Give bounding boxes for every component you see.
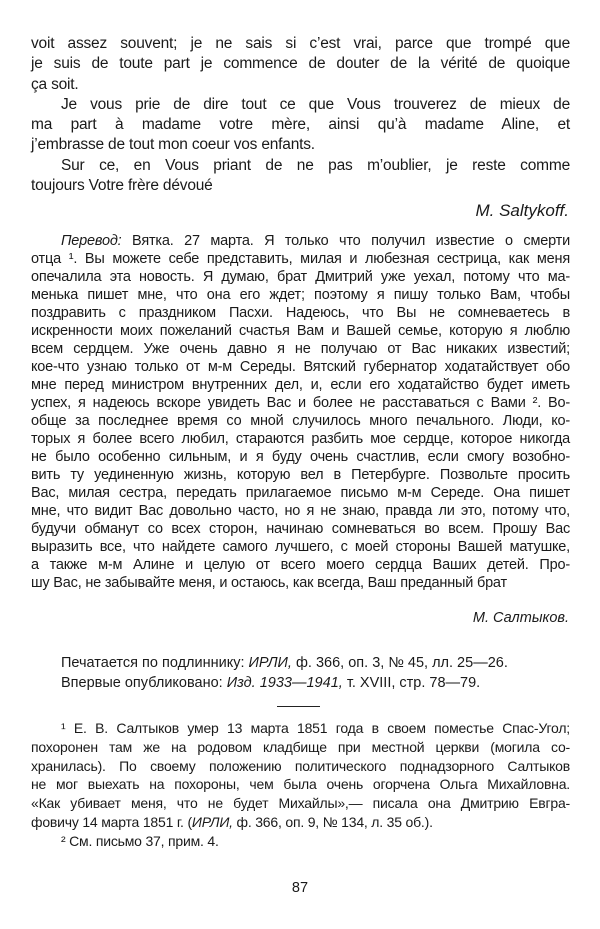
text-segment: будучи обманут со всех сторон, начинаю сомневаться во всем. Прошу Вас bbox=[31, 521, 570, 537]
text-segment: менька пишет мне, что она его ждет; поэтому я пишу только Вам, чтобы bbox=[31, 287, 570, 303]
text-segment: ¹ Е. В. Салтыков умер 13 марта 1851 года в своем поместье Спас-Угол; bbox=[61, 720, 570, 736]
text-segment: шу Вас, не забывайте меня, и остаюсь, как всегда, Ваш преданный брат bbox=[31, 575, 507, 591]
text-line bbox=[31, 156, 570, 176]
text-segment: фовичу 14 марта 1851 г. ( bbox=[31, 813, 192, 830]
italic-text: ИРЛИ, bbox=[191, 813, 233, 830]
russian-translation-text bbox=[31, 232, 570, 592]
text-segment: похоронен там же на родовом кладбище при местной церкви (могила со- bbox=[31, 738, 570, 755]
text-segment: поздравить с праздником Пасхи. Надеюсь, что Вы не сомневаетесь в bbox=[31, 305, 570, 321]
text-segment: ça soit. bbox=[31, 75, 79, 93]
page-number: 87 bbox=[291, 880, 309, 896]
text-segment: ma part à madame votre mère, ainsi qu’à madame Aline, et bbox=[31, 116, 570, 134]
text-segment: обще за последнее время со мной случилось много печального. Люди, ко- bbox=[31, 413, 570, 429]
text-segment: Печатается по подлиннику: bbox=[61, 655, 249, 671]
text-segment: не было особенно сильным, и я буду очень счастлив, если смогу возобно- bbox=[31, 449, 570, 465]
text-line bbox=[31, 448, 570, 466]
text-line bbox=[31, 54, 570, 74]
italic-text: Перевод: bbox=[61, 233, 122, 249]
text-segment: вить ту уединенную жизнь, которую вел в Петербурге. Позвольте просить bbox=[31, 467, 570, 483]
source-note bbox=[31, 654, 570, 693]
text-line bbox=[31, 286, 570, 304]
text-segment: ф. 366, оп. 3, № 45, лл. 25—26. bbox=[291, 655, 508, 671]
text-segment: всем сердцем. Уже очень давно я не получаю от Вас никаких известий; bbox=[31, 341, 570, 357]
text-line bbox=[31, 757, 570, 776]
text-line bbox=[31, 832, 570, 851]
text-line bbox=[31, 794, 570, 813]
text-line bbox=[31, 412, 570, 430]
text-segment: ² См. письмо 37, прим. 4. bbox=[61, 832, 219, 849]
text-line bbox=[31, 502, 570, 520]
text-segment: не мог выехать на похороны, чем была очень огорчена Ольга Михайловна. bbox=[31, 776, 570, 793]
text-line bbox=[31, 654, 570, 674]
italic-text: ИРЛИ, bbox=[248, 655, 292, 671]
text-line bbox=[31, 250, 570, 268]
text-segment: «Как убивает меня, что не будет Михайлы»,— писала она Дмитрию Евгра- bbox=[31, 795, 570, 812]
text-line bbox=[31, 358, 570, 376]
text-line bbox=[31, 75, 570, 95]
text-line bbox=[31, 376, 570, 394]
text-line bbox=[31, 520, 570, 538]
text-line bbox=[31, 538, 570, 556]
text-segment: успех, я надеюсь вскоре увидеть Вас и более не расставаться с Вами ². Во- bbox=[31, 395, 570, 411]
text-segment: торых я более всего любил, стараются разбить мое сердце, которое никогда bbox=[31, 431, 570, 447]
text-segment: ф. 366, оп. 9, № 134, л. 35 об.). bbox=[232, 813, 433, 830]
text-line bbox=[31, 574, 570, 592]
text-line bbox=[31, 232, 570, 250]
text-line bbox=[31, 322, 570, 340]
text-segment: Je vous prie de dire tout ce que Vous trouverez de mieux de bbox=[61, 95, 570, 113]
text-segment: т. XVIII, стр. 78—79. bbox=[342, 674, 481, 691]
text-line bbox=[31, 719, 570, 738]
text-segment: Вас, милая сестра, передать прилагаемое письмо м-м Середе. Она пишет bbox=[31, 485, 570, 501]
text-line bbox=[31, 135, 570, 155]
text-segment: Впервые опубликовано: bbox=[61, 674, 227, 691]
footnotes bbox=[31, 719, 570, 851]
text-segment: выразить все, что найдете самого лучшего, с моей стороны Вашей матушке, bbox=[31, 539, 570, 555]
text-segment: искренности моих пожеланий счастья Вам и Вашей семье, которую я люблю bbox=[31, 323, 570, 339]
text-line bbox=[31, 268, 570, 286]
text-line bbox=[31, 738, 570, 757]
text-segment: мне, что видит Вас довольно часто, но я не знаю, правда ли это, потому что, bbox=[31, 503, 570, 519]
footnote-divider bbox=[277, 706, 320, 707]
text-line bbox=[31, 775, 570, 794]
text-segment: опечалила эта новость. Я думаю, брат Дмитрий уже уехал, потому что ма- bbox=[31, 269, 570, 285]
text-line bbox=[31, 394, 570, 412]
text-line bbox=[31, 304, 570, 322]
text-segment: отца ¹. Вы можете себе представить, милая и любезная сестрица, как меня bbox=[31, 251, 570, 267]
text-segment: Вятка. 27 марта. Я только что получил известие о смерти bbox=[121, 233, 570, 249]
text-line bbox=[31, 430, 570, 448]
text-line bbox=[31, 813, 570, 832]
text-segment: кое-что узнаю только от м-м Середы. Вятский губернатор ходатайствует обо bbox=[31, 359, 570, 375]
french-letter-text bbox=[31, 34, 570, 196]
text-segment: Sur ce, en Vous priant de ne pas m’oublier, je reste comme bbox=[61, 156, 570, 174]
text-line bbox=[31, 115, 570, 135]
french-signature: M. Saltykoff. bbox=[475, 201, 569, 220]
text-line bbox=[31, 484, 570, 502]
text-segment: je suis de toute part je commence de douter de la vérité de quoique bbox=[31, 55, 570, 73]
text-line bbox=[31, 340, 570, 358]
text-segment: j’embrasse de tout mon coeur vos enfants. bbox=[31, 136, 315, 154]
text-segment: voit assez souvent; je ne sais si c’est vrai, parce que trompé que bbox=[31, 35, 570, 52]
text-segment: хранилась). По своему положению политического поднадзорного Салтыков bbox=[31, 757, 570, 774]
text-segment: мне перед министром внутренних дел, и, если его ходатайство будет иметь bbox=[31, 377, 570, 393]
text-segment: toujours Votre frère dévoué bbox=[31, 177, 213, 195]
text-line bbox=[31, 95, 570, 115]
text-segment: а также м-м Алине и целую от всего моего сердца Ваших детей. Про- bbox=[31, 557, 570, 573]
text-line bbox=[31, 674, 570, 694]
text-line bbox=[31, 176, 570, 196]
text-line bbox=[31, 556, 570, 574]
russian-signature: М. Салтыков. bbox=[472, 610, 569, 626]
text-line bbox=[31, 34, 570, 54]
text-line bbox=[31, 466, 570, 484]
italic-text: Изд. 1933—1941, bbox=[226, 674, 343, 691]
